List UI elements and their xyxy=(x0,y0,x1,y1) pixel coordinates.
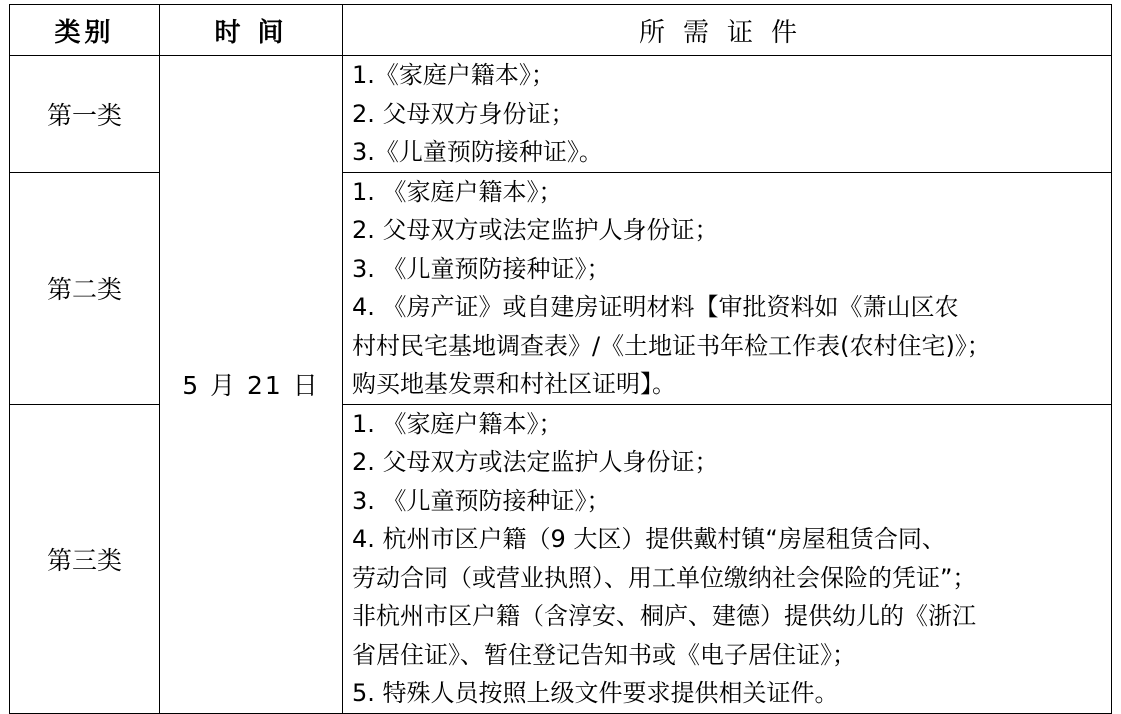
requirement-line: 非杭州市区户籍（含淳安、桐庐、建德）提供幼儿的《浙江 xyxy=(352,602,976,630)
requirement-line: 3. 《儿童预防接种证》； xyxy=(352,486,611,515)
requirement-line: 劳动合同（或营业执照）、用工单位缴纳社会保险的凭证”； xyxy=(352,563,977,592)
requirement-line: 2. 父母双方身份证； xyxy=(352,99,575,128)
requirement-line: 省居住证》、暂住登记告知书或《电子居住证》； xyxy=(352,640,856,669)
time-cell: 5 月 21 日 xyxy=(160,56,343,714)
table-row-category-1 xyxy=(10,56,1112,173)
requirement-line: 1.《家庭户籍本》； xyxy=(352,61,555,89)
requirement-line: 1. 《家庭户籍本》； xyxy=(352,409,563,438)
header-category: 类别 xyxy=(10,5,160,56)
requirement-line: 2. 父母双方或法定监护人身份证； xyxy=(352,448,719,476)
requirement-line: 3. 《儿童预防接种证》； xyxy=(352,254,611,283)
category-cell-2: 第二类 xyxy=(10,172,160,404)
requirement-line: 1. 《家庭户籍本》； xyxy=(352,177,563,206)
requirement-line: 4. 杭州市区户籍（9 大区）提供戴村镇“房屋租赁合同、 xyxy=(352,525,946,553)
requirement-line: 村村民宅基地调查表》/《土地证书年检工作表(农村住宅)》； xyxy=(352,331,991,360)
category-cell-1: 第一类 xyxy=(10,56,160,173)
requirements-cell-2 xyxy=(343,172,1112,404)
header-time: 时 间 xyxy=(160,5,343,56)
header-requirements: 所需证件 xyxy=(343,5,1112,56)
header-row xyxy=(10,5,1112,56)
requirement-line: 4. 《房产证》或自建房证明材料【审批资料如《萧山区农 xyxy=(352,293,959,321)
requirement-line: 购买地基发票和村社区证明】。 xyxy=(352,370,676,398)
requirements-table xyxy=(9,4,1112,714)
category-cell-3: 第三类 xyxy=(10,404,160,713)
requirement-line: 3.《儿童预防接种证》。 xyxy=(352,138,603,166)
requirements-cell-3 xyxy=(343,404,1112,713)
requirements-cell-1 xyxy=(343,56,1112,173)
requirement-line: 2. 父母双方或法定监护人身份证； xyxy=(352,216,719,244)
requirement-line: 5. 特殊人员按照上级文件要求提供相关证件。 xyxy=(352,679,839,707)
